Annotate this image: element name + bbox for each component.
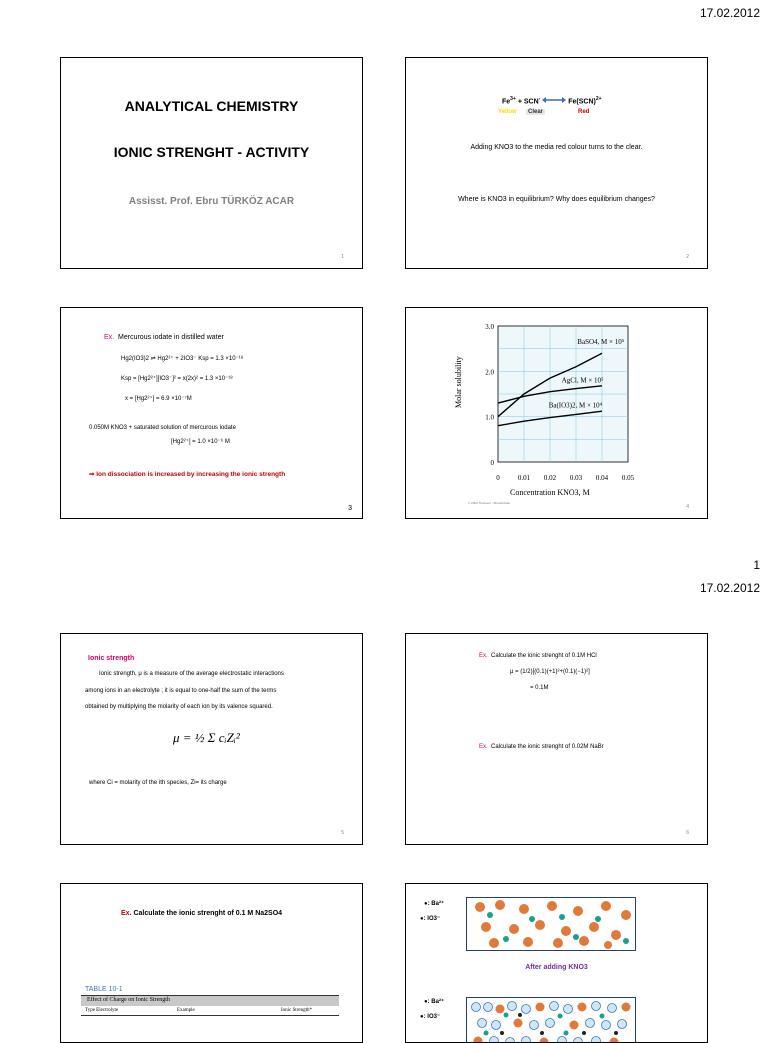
nitrate-ion	[618, 1020, 627, 1029]
iodate-ion	[523, 937, 533, 947]
legend-ba-2: ●: Ba²⁺	[424, 998, 444, 1005]
legend-io3-2: ●: IO3⁻	[420, 1013, 440, 1020]
slide-number: 6	[686, 830, 689, 836]
text-question: Where is KNO3 in equilibrium? Why does equilibrium changes?	[406, 196, 707, 203]
slide-solubility-chart	[405, 307, 708, 519]
ion-box-before	[466, 897, 636, 951]
chart-x-tick-label: 0.05	[622, 474, 635, 482]
slide-ionic-strength	[60, 633, 363, 845]
reaction-equation: $Fe^{3+} + SCN^-$ Fe(SCN)$^{2+}$	[502, 96, 602, 105]
barium-ion	[504, 1013, 509, 1018]
legend-io3: ●: IO3⁻	[420, 915, 440, 922]
slide-mercurous-iodate	[60, 307, 363, 519]
equation-5: [Hg2²⁺] = 1.0 ×10⁻⁶ M	[171, 438, 230, 445]
equilibrium-arrow-icon	[542, 97, 566, 105]
nitrate-ion	[478, 1019, 487, 1028]
slide-na2so4	[60, 883, 363, 1043]
paragraph-line-2: among ions in an electrolyte ; it is equal to one-half the sum of the terms	[85, 688, 276, 694]
table-caption: Effect of Charge on Ionic Strength	[87, 997, 170, 1003]
chart-x-tick-label: 0.03	[570, 474, 583, 482]
paragraph-line-3: obtained by multiplying the molarity of each ion by its valence squared.	[85, 704, 273, 710]
chart-x-tick-label: 0.04	[596, 474, 609, 482]
label-clear: Clear	[526, 109, 545, 115]
nitrate-ion	[522, 1005, 531, 1014]
slide-ion-illustration	[405, 883, 708, 1043]
section-heading: Ionic strength	[88, 655, 134, 662]
nitrate-ion	[574, 1038, 583, 1043]
barium-ion	[558, 1014, 563, 1019]
barium-ion	[623, 938, 629, 944]
table-col-example: Example	[177, 1008, 195, 1013]
kno3-line: 0.050M KNO3 + saturated solution of mercurous iodate	[89, 425, 236, 431]
iodate-ion	[535, 920, 545, 930]
chart-series-label: BaSO4, M × 10⁵	[577, 338, 624, 346]
iodate-ion	[579, 936, 589, 946]
nitrate-ion	[608, 1004, 617, 1013]
slide-number: 2	[686, 254, 689, 260]
nitrate-ion	[592, 1002, 601, 1011]
barium-ion	[529, 916, 535, 922]
iodate-ion	[561, 926, 571, 936]
table-title: TABLE 10-1	[85, 986, 123, 993]
nitrate-ion	[550, 1002, 559, 1011]
iodate-ion	[519, 904, 529, 914]
table-caption-bar	[81, 995, 339, 1006]
iodate-ion	[604, 941, 612, 949]
nitrate-ion	[492, 1021, 501, 1030]
chart-series-label: AgCl, M × 10⁵	[562, 377, 604, 385]
conclusion-text: ⇒ Ion dissociation is increased by increasing the ionic strength	[89, 470, 285, 478]
iodate-ion	[481, 922, 491, 932]
chart-y-tick-label: 3.0	[485, 323, 494, 331]
nitrate-ion	[592, 1037, 601, 1043]
nitrate-ion	[484, 1003, 493, 1012]
potassium-ion	[614, 1031, 618, 1035]
ionic-strength-formula: μ = ½ Σ cᵢZᵢ²	[173, 730, 240, 746]
potassium-ion	[540, 1031, 544, 1035]
iodate-ion	[495, 900, 505, 910]
equation-3: x = [Hg2²⁺] = 6.9 ×10⁻⁷M	[125, 395, 192, 402]
text-adding-kno3: Adding KNO3 to the media red colour turns to the clear.	[406, 144, 707, 151]
chart-x-tick-label: 0	[496, 474, 500, 482]
example-line: Ex. Mercurous iodate in distilled water	[104, 334, 224, 341]
equation-2: Ksp = [Hg2²⁺][IO3⁻]² = x(2x)² = 1.3 ×10⁻¹⁸	[121, 375, 233, 382]
table-col-type: Type Electrolyte	[85, 1008, 118, 1013]
paragraph-line-1: Ionic strength, μ is a measure of the average electrostatic interactions	[99, 671, 284, 677]
slide-subtitle: IONIC STRENGHT - ACTIVITY	[61, 144, 362, 160]
iodate-ion	[611, 930, 621, 940]
slide-number: 5	[341, 830, 344, 836]
chart-copyright: © 2004 Thomson - Brooks/Cole	[468, 501, 510, 505]
chart-y-label: Molar solubility	[454, 328, 463, 408]
iodate-ion	[489, 938, 499, 948]
after-adding-caption: After adding KNO3	[406, 964, 707, 971]
barium-ion	[487, 912, 493, 918]
label-red: Red	[578, 109, 589, 115]
ion-box-after	[466, 997, 636, 1043]
chart-x-label: Concentration KNO3, M	[510, 488, 590, 497]
table-header-row	[81, 1006, 339, 1016]
barium-ion	[564, 1031, 569, 1036]
example-hcl: Ex. Calculate the ionic strenght of 0.1M HCl	[479, 653, 597, 659]
slide-number: 3	[348, 505, 352, 512]
nitrate-ion	[508, 1002, 517, 1011]
nitrate-ion	[506, 1038, 515, 1043]
iodate-ion	[621, 910, 631, 920]
chart-y-tick-label: 2.0	[485, 368, 494, 376]
nitrate-ion	[530, 1021, 539, 1030]
iodate-ion	[570, 1021, 579, 1030]
iodate-ion	[553, 938, 563, 948]
slide-number: 4	[686, 504, 689, 510]
iodate-ion	[573, 906, 583, 916]
iodate-ion	[475, 902, 485, 912]
nitrate-ion	[490, 1037, 499, 1043]
chart-x-tick-label: 0.01	[518, 474, 531, 482]
iodate-ion	[514, 1019, 523, 1028]
slide-equilibrium	[405, 57, 708, 269]
nitrate-ion	[546, 1019, 555, 1028]
iodate-ion	[589, 922, 599, 932]
iodate-ion	[601, 901, 611, 911]
iodate-ion	[578, 1003, 587, 1012]
solubility-chart	[406, 308, 707, 518]
chart-y-tick-label: 0	[491, 459, 495, 467]
example-nabr: Ex. Calculate the ionic strenght of 0.02M NaBr	[479, 744, 604, 750]
barium-ion	[573, 934, 579, 940]
barium-ion	[503, 936, 509, 942]
nitrate-ion	[558, 1037, 567, 1043]
barium-ion	[600, 1014, 605, 1019]
legend-ba: ●: Ba²⁺	[424, 900, 444, 907]
potassium-ion	[582, 1031, 586, 1035]
potassium-ion	[500, 1031, 504, 1035]
slide-main-title: ANALYTICAL CHEMISTRY	[61, 98, 362, 114]
nitrate-ion	[472, 1003, 481, 1012]
equation-1: Hg2(IO3)2 ⇌ Hg2²⁺ + 2IO3⁻ Ksp = 1.3 ×10⁻¹⁸	[121, 355, 243, 362]
calc-line-2: = 0.1M	[530, 685, 549, 691]
barium-ion	[484, 1031, 489, 1036]
label-yellow: Yellow	[498, 109, 517, 115]
table-col-ionic-strength: Ionic Strength*	[281, 1008, 312, 1013]
nitrate-ion	[602, 1021, 611, 1030]
chart-series-label: Ba(IO3)2, M × 10⁴	[549, 402, 603, 410]
nitrate-ion	[564, 1005, 573, 1014]
page-date: 17.02.2012	[700, 6, 760, 20]
nitrate-ion	[522, 1037, 531, 1043]
slide-title	[60, 57, 363, 269]
barium-ion	[595, 916, 601, 922]
calc-line-1: μ = (1/2)[(0.1)(+1)²+(0.1)(−1)²]	[510, 669, 590, 675]
barium-ion	[559, 914, 565, 920]
page-date-2: 17.02.2012	[700, 581, 760, 595]
example-na2so4: Ex. Calculate the ionic strenght of 0.1 M Na2SO4	[121, 910, 282, 917]
chart-y-tick-label: 1.0	[485, 414, 494, 422]
iodate-ion	[547, 901, 557, 911]
slide-number: 1	[341, 254, 344, 260]
iodate-ion	[536, 1003, 545, 1012]
iodate-ion	[622, 1003, 631, 1012]
chart-x-tick-label: 0.02	[544, 474, 557, 482]
nitrate-ion	[586, 1019, 595, 1028]
iodate-ion	[496, 1005, 505, 1014]
iodate-ion	[509, 924, 519, 934]
formula-legend: where Ci = molarity of the ith species, Zi= its charge	[89, 780, 227, 786]
slide-ionic-strength-examples	[405, 633, 708, 845]
slide-author: Assisst. Prof. Ebru TÜRKÖZ ACAR	[61, 196, 362, 207]
page-number: 1	[753, 558, 760, 572]
potassium-ion	[518, 1013, 522, 1017]
